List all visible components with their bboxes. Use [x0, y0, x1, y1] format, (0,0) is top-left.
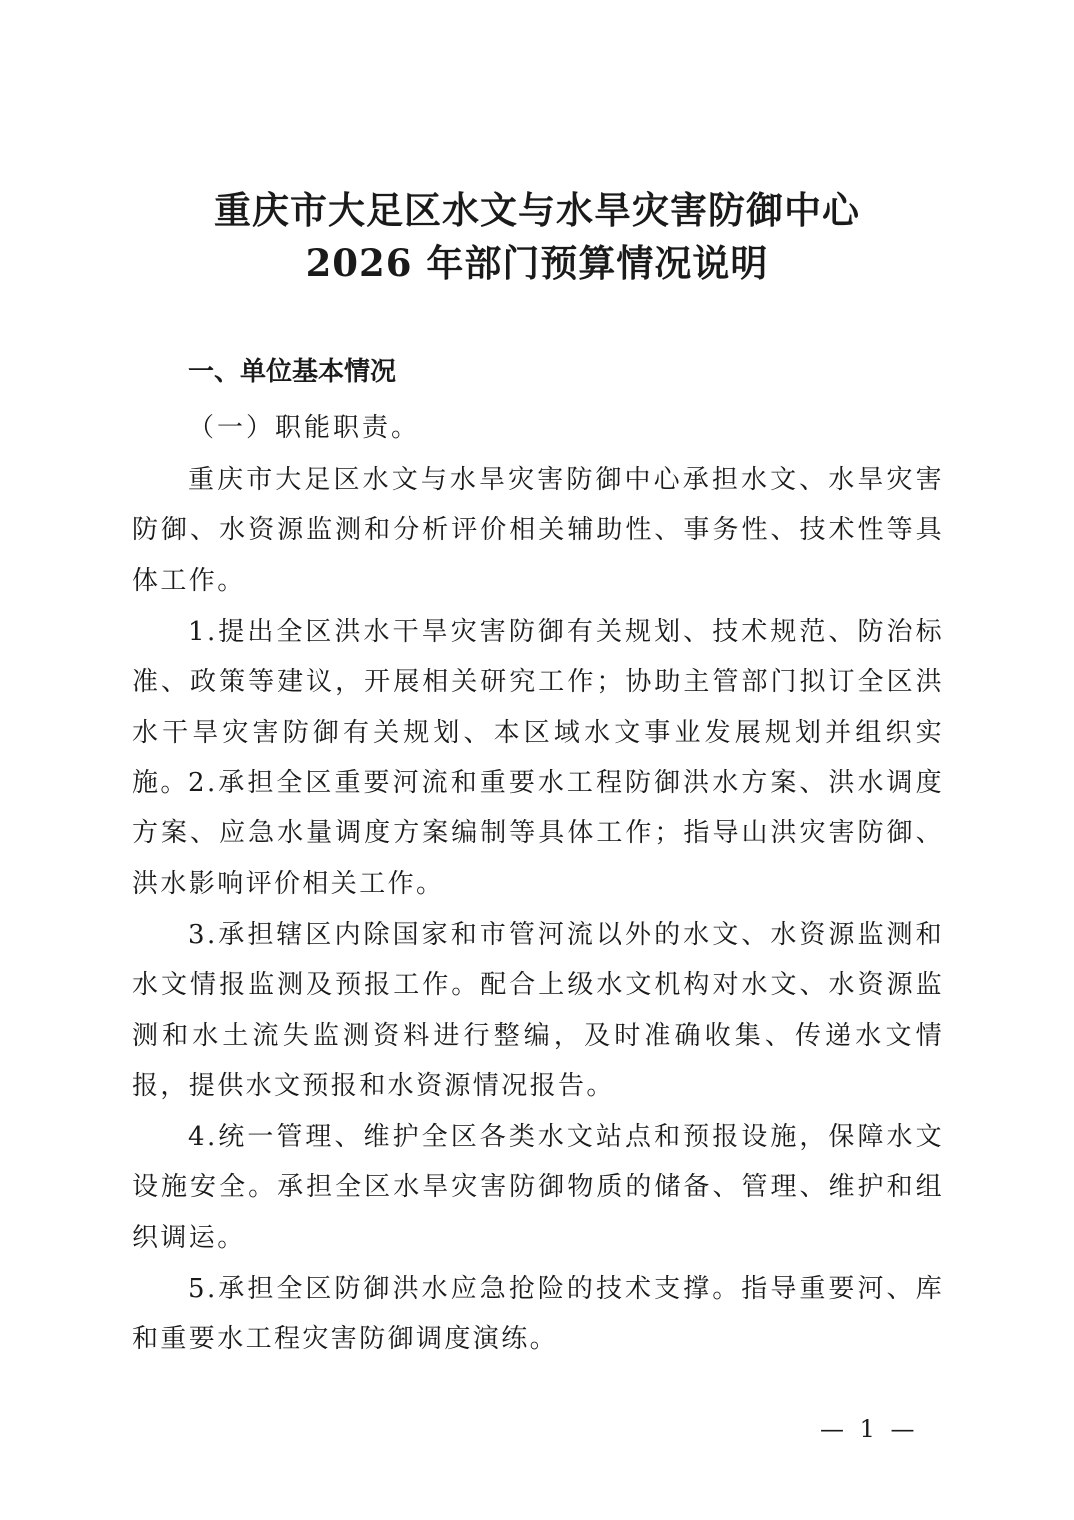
- section-heading: 一、单位基本情况: [188, 357, 397, 387]
- document-title-line-2: 2026 年部门预算情况说明: [305, 241, 769, 285]
- paragraph-intro: 重庆市大足区水文与水旱灾害防御中心承担水文、水旱灾害防御、水资源监测和分析评价相关辅助性、事务性、技术性等具体工作。: [132, 465, 944, 596]
- paragraph-item-1: 1.提出全区洪水干旱灾害防御有关规划、技术规范、防治标准、政策等建议，开展相关研究工作；协助主管部门拟订全区洪水干旱灾害防御有关规划、本区域水文事业发展规划并组织实施。: [132, 617, 944, 798]
- paragraph-item-2: 2.承担全区重要河流和重要水工程防御洪水方案、洪水调度方案、应急水量调度方案编制等具体工作；指导山洪灾害防御、洪水影响评价相关工作。: [132, 768, 944, 899]
- paragraph-item-4: 4.统一管理、维护全区各类水文站点和预报设施，保障水文设施安全。承担全区水旱灾害防御物质的储备、管理、维护和组织调运。: [132, 1122, 944, 1253]
- subsection-heading: （一）职能职责。: [188, 413, 421, 443]
- page-number: — 1 —: [820, 1415, 919, 1443]
- paragraph-item-5: 5.承担全区防御洪水应急抢险的技术支撑。指导重要河、库和重要水工程灾害防御调度演练。: [132, 1274, 944, 1355]
- paragraph-item-3: 3.承担辖区内除国家和市管河流以外的水文、水资源监测和水文情报监测及预报工作。配合上级水文机构对水文、水资源监测和水土流失监测资料进行整编，及时准确收集、传递水文情报，提供水文预报和水资源情况报告。: [132, 920, 944, 1101]
- document-title-line-1: 重庆市大足区水文与水旱灾害防御中心: [214, 188, 860, 232]
